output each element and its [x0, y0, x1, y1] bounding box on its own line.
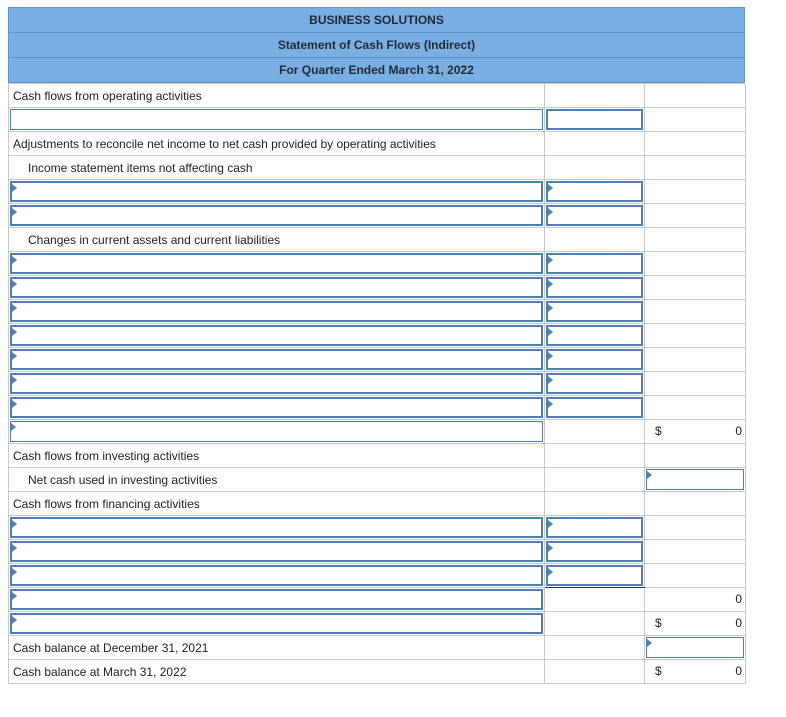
- table-row: [9, 492, 746, 516]
- table-row: [9, 180, 746, 204]
- change-2-amount-input[interactable]: [546, 277, 643, 298]
- changes-heading: Changes in current assets and current liabilities: [9, 228, 545, 252]
- change-7-label-input[interactable]: [10, 397, 543, 418]
- dropdown-marker-icon: [548, 352, 553, 360]
- table-row: [9, 348, 746, 372]
- currency-symbol: $: [655, 616, 662, 630]
- table-row: [9, 420, 746, 444]
- net-investing-label: Net cash used in investing activities: [9, 468, 545, 492]
- dropdown-marker-icon: [12, 208, 17, 216]
- income-items-heading: Income statement items not affecting cash: [9, 156, 545, 180]
- company-name: BUSINESS SOLUTIONS: [8, 7, 745, 32]
- currency-symbol: $: [655, 664, 662, 678]
- net-income-label-input[interactable]: [10, 109, 543, 130]
- table-row: [9, 516, 746, 540]
- table-row: [9, 228, 746, 252]
- change-4-label-input[interactable]: [10, 325, 543, 346]
- dropdown-marker-icon: [548, 400, 553, 408]
- investing-heading: Cash flows from investing activities: [9, 444, 545, 468]
- income-item-2-amount-input[interactable]: [546, 205, 643, 226]
- change-5-label-input[interactable]: [10, 349, 543, 370]
- change-6-amount-input[interactable]: [546, 373, 643, 394]
- currency-symbol: $: [655, 424, 662, 438]
- dropdown-marker-icon: [548, 568, 553, 576]
- dropdown-marker-icon: [548, 208, 553, 216]
- dropdown-marker-icon: [12, 568, 17, 576]
- period-title: For Quarter Ended March 31, 2022: [8, 57, 745, 83]
- financing-1-label-input[interactable]: [10, 517, 543, 538]
- dropdown-marker-icon: [12, 592, 17, 600]
- table-row: [9, 396, 746, 420]
- table-row: [9, 564, 746, 588]
- financing-total-label-input[interactable]: [10, 589, 543, 610]
- change-4-amount-input[interactable]: [546, 325, 643, 346]
- dropdown-marker-icon: [12, 400, 17, 408]
- financing-1-amount-input[interactable]: [546, 517, 643, 538]
- change-6-label-input[interactable]: [10, 373, 543, 394]
- table-row: [9, 156, 746, 180]
- net-income-amount-input[interactable]: [546, 109, 643, 130]
- dropdown-marker-icon: [12, 616, 17, 624]
- table-row: [9, 636, 746, 660]
- change-5-amount-input[interactable]: [546, 349, 643, 370]
- cash-end-value: 0: [735, 664, 742, 678]
- statement-title: Statement of Cash Flows (Indirect): [8, 32, 745, 57]
- dropdown-marker-icon: [11, 423, 16, 431]
- net-change-label-input[interactable]: [10, 613, 543, 634]
- net-investing-amount-input[interactable]: [646, 469, 744, 490]
- dropdown-marker-icon: [548, 304, 553, 312]
- dropdown-marker-icon: [12, 352, 17, 360]
- income-item-2-label-input[interactable]: [10, 205, 543, 226]
- table-row: [9, 612, 746, 636]
- financing-heading: Cash flows from financing activities: [9, 492, 545, 516]
- income-item-1-amount-input[interactable]: [546, 181, 643, 202]
- dropdown-marker-icon: [647, 639, 652, 647]
- dropdown-marker-icon: [12, 184, 17, 192]
- income-item-1-label-input[interactable]: [10, 181, 543, 202]
- dropdown-marker-icon: [548, 280, 553, 288]
- cash-flow-worksheet: [8, 7, 745, 684]
- dropdown-marker-icon: [548, 544, 553, 552]
- dropdown-marker-icon: [12, 376, 17, 384]
- operating-heading: Cash flows from operating activities: [9, 84, 545, 108]
- table-row: [9, 204, 746, 228]
- change-3-label-input[interactable]: [10, 301, 543, 322]
- dropdown-marker-icon: [548, 184, 553, 192]
- cash-begin-amount-input[interactable]: [646, 637, 744, 658]
- table-row: [9, 588, 746, 612]
- cash-end-label: Cash balance at March 31, 2022: [9, 660, 545, 684]
- financing-2-label-input[interactable]: [10, 541, 543, 562]
- statement-table: [8, 83, 746, 684]
- net-change-value: 0: [735, 616, 742, 630]
- table-row: [9, 108, 746, 132]
- adjustments-heading: Adjustments to reconcile net income to net cash provided by operating activities: [9, 132, 545, 156]
- table-row: [9, 84, 746, 108]
- table-row: [9, 252, 746, 276]
- change-3-amount-input[interactable]: [546, 301, 643, 322]
- operating-total-value: 0: [735, 424, 742, 438]
- financing-3-amount-input[interactable]: [546, 565, 643, 586]
- table-row: [9, 660, 746, 684]
- dropdown-marker-icon: [12, 328, 17, 336]
- dropdown-marker-icon: [548, 376, 553, 384]
- dropdown-marker-icon: [12, 256, 17, 264]
- table-row: [9, 276, 746, 300]
- table-row: [9, 444, 746, 468]
- table-row: [9, 324, 746, 348]
- financing-total-value: 0: [735, 592, 742, 606]
- change-1-amount-input[interactable]: [546, 253, 643, 274]
- cash-begin-label: Cash balance at December 31, 2021: [9, 636, 545, 660]
- dropdown-marker-icon: [12, 544, 17, 552]
- operating-total-label-input[interactable]: [10, 421, 543, 442]
- table-row: [9, 540, 746, 564]
- dropdown-marker-icon: [548, 256, 553, 264]
- dropdown-marker-icon: [12, 520, 17, 528]
- change-1-label-input[interactable]: [10, 253, 543, 274]
- dropdown-marker-icon: [548, 328, 553, 336]
- financing-3-label-input[interactable]: [10, 565, 543, 586]
- table-row: [9, 300, 746, 324]
- dropdown-marker-icon: [12, 304, 17, 312]
- table-row: [9, 372, 746, 396]
- dropdown-marker-icon: [548, 520, 553, 528]
- dropdown-marker-icon: [647, 471, 652, 479]
- table-row: [9, 468, 746, 492]
- financing-2-amount-input[interactable]: [546, 541, 643, 562]
- change-2-label-input[interactable]: [10, 277, 543, 298]
- table-row: [9, 132, 746, 156]
- dropdown-marker-icon: [12, 280, 17, 288]
- change-7-amount-input[interactable]: [546, 397, 643, 418]
